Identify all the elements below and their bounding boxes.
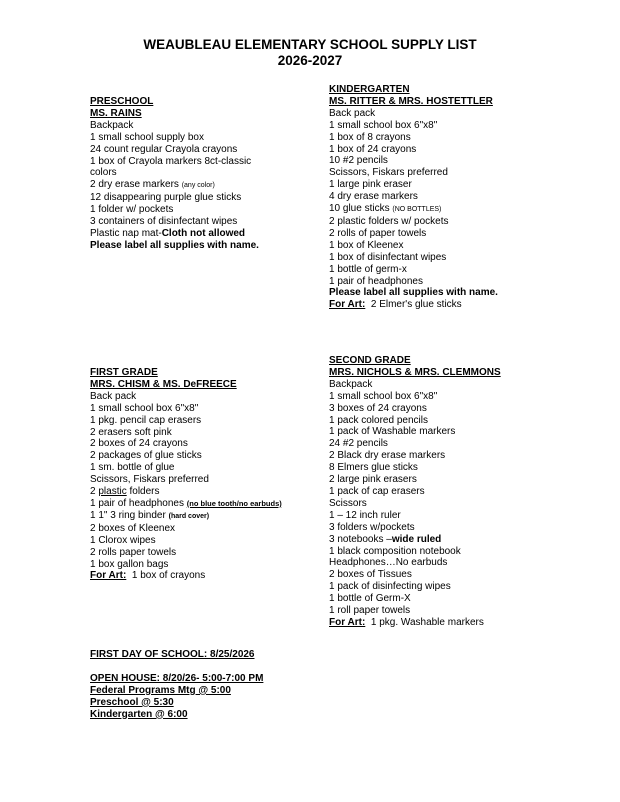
dry-erase-text: 2 dry erase markers: [90, 179, 182, 191]
second-grade-heading: SECOND GRADE: [329, 355, 411, 366]
title-line-2: 2026-2027: [277, 53, 343, 68]
list-item: 24 #2 pencils: [329, 438, 388, 450]
list-item: 3 folders w/pockets: [329, 521, 415, 533]
art-line: [329, 299, 498, 311]
headphones-text: 1 pair of headphones: [90, 497, 187, 509]
list-item: colors: [90, 167, 117, 179]
notebooks-text: 3 notebooks –: [329, 533, 392, 545]
list-item: 1 black composition notebook: [329, 545, 461, 557]
list-item: [90, 228, 259, 240]
list-item: [90, 510, 282, 523]
label-note: Please label all supplies with name.: [90, 239, 259, 251]
list-item: 1 sm. bottle of glue: [90, 462, 175, 474]
preschool-section: [90, 96, 259, 252]
dry-erase-note: (any color): [181, 182, 215, 190]
list-item: 1 pack of disinfecting wipes: [329, 581, 451, 593]
list-item: 1 pack colored pencils: [329, 414, 428, 426]
list-item: 1 box of 8 crayons: [329, 131, 411, 143]
glue-note: (NO BOTTLES): [392, 206, 442, 214]
list-item: 3 boxes of 24 crayons: [329, 402, 427, 414]
art-value: 2 Elmer's glue sticks: [365, 299, 462, 311]
list-item: 1 bottle of Germ-X: [329, 593, 411, 605]
list-item: 1 box of 24 crayons: [329, 143, 417, 155]
list-item: Backpack: [90, 119, 134, 131]
list-item: 1 box of disinfectant wipes: [329, 251, 447, 263]
list-item: 2 boxes of 24 crayons: [90, 438, 188, 450]
art-label: For Art:: [329, 299, 366, 311]
list-item: 2 boxes of Tissues: [329, 569, 412, 581]
folders-pre: 2: [90, 486, 99, 498]
list-item: 4 dry erase markers: [329, 191, 418, 203]
art-line: [90, 570, 282, 582]
kindergarten-heading: KINDERGARTEN: [329, 84, 410, 95]
kindergarten-teacher: MS. RITTER & MRS. HOSTETTLER: [329, 95, 493, 107]
preschool-heading: PRESCHOOL: [90, 96, 154, 107]
list-item: 24 count regular Crayola crayons: [90, 143, 238, 155]
list-item: Scissors, Fiskars preferred: [329, 167, 448, 179]
art-label: For Art:: [329, 616, 366, 628]
list-item: 1 small school box 6"x8": [329, 390, 438, 402]
list-item: [90, 179, 259, 192]
second-grade-section: [329, 355, 501, 629]
first-grade-heading: FIRST GRADE: [90, 367, 158, 378]
headphones-note: (no blue tooth/no earbuds): [186, 498, 282, 508]
kindergarten-time: Kindergarten @ 6:00: [90, 708, 188, 720]
list-item: 1 small school box 6"x8": [329, 119, 438, 131]
first-grade-section: [90, 367, 282, 582]
list-item: 2 plastic folders w/ pockets: [329, 215, 449, 227]
list-item: 1 small school supply box: [90, 131, 204, 143]
list-item: Back pack: [329, 107, 376, 119]
list-item: 1 box of Kleenex: [329, 239, 404, 251]
list-item: 2 rolls of paper towels: [329, 227, 427, 239]
preschool-teacher: MS. RAINS: [90, 107, 142, 119]
list-item: 10 #2 pencils: [329, 155, 388, 167]
list-item: 2 erasers soft pink: [90, 426, 172, 438]
second-grade-teacher: MRS. NICHOLS & MRS. CLEMMONS: [329, 366, 501, 378]
list-item: 1 pair of headphones: [329, 275, 423, 287]
label-note: Please label all supplies with name.: [329, 287, 498, 299]
list-item: 2 boxes of Kleenex: [90, 522, 176, 534]
document-title: [0, 37, 620, 69]
list-item: 2 rolls paper towels: [90, 546, 177, 558]
list-item: Back pack: [90, 390, 137, 402]
federal-programs-meeting: Federal Programs Mtg @ 5:00: [90, 684, 231, 696]
list-item: 1 – 12 inch ruler: [329, 509, 401, 521]
art-label: For Art:: [90, 570, 127, 582]
art-value: 1 pkg. Washable markers: [365, 616, 484, 628]
list-item: [329, 203, 498, 216]
list-item: [329, 534, 501, 546]
folders-post: folders: [126, 486, 160, 498]
first-day-of-school: FIRST DAY OF SCHOOL: 8/25/2026: [90, 649, 255, 660]
art-line: [329, 617, 501, 629]
list-item: 2 Black dry erase markers: [329, 450, 446, 462]
notebooks-note: wide ruled: [391, 533, 442, 545]
dates-section: [90, 649, 263, 720]
list-item: 1 folder w/ pockets: [90, 204, 174, 216]
list-item: [90, 498, 282, 510]
list-item: 12 disappearing purple glue sticks: [90, 192, 242, 204]
kindergarten-section: [329, 84, 498, 311]
binder-text: 1 1" 3 ring binder: [90, 509, 169, 521]
list-item: 2 large pink erasers: [329, 474, 417, 486]
list-item: 8 Elmers glue sticks: [329, 462, 418, 474]
preschool-time: Preschool @ 5:30: [90, 696, 174, 708]
glue-text: 10 glue sticks: [329, 203, 393, 215]
list-item: [90, 486, 282, 498]
list-item: 1 large pink eraser: [329, 179, 412, 191]
list-item: 1 pkg. pencil cap erasers: [90, 414, 202, 426]
list-item: 1 roll paper towels: [329, 605, 411, 617]
list-item: 2 packages of glue sticks: [90, 450, 202, 462]
list-item: 1 Clorox wipes: [90, 534, 156, 546]
art-value: 1 box of crayons: [126, 570, 206, 582]
list-item: 1 pack of cap erasers: [329, 485, 425, 497]
list-item: 1 pack of Washable markers: [329, 426, 456, 438]
list-item: 3 containers of disinfectant wipes: [90, 216, 238, 228]
nap-mat-note: Cloth not allowed: [161, 227, 246, 239]
list-item: Headphones…No earbuds: [329, 557, 448, 569]
folders-underlined: plastic: [98, 486, 127, 498]
list-item: 1 bottle of germ-x: [329, 263, 407, 275]
open-house: OPEN HOUSE: 8/20/26- 5:00-7:00 PM: [90, 672, 264, 684]
nap-mat-text: Plastic nap mat-: [90, 227, 162, 239]
title-line-1: WEAUBLEAU ELEMENTARY SCHOOL SUPPLY LIST: [143, 37, 477, 52]
list-item: Backpack: [329, 378, 373, 390]
list-item: 1 box gallon bags: [90, 558, 169, 570]
list-item: Scissors, Fiskars preferred: [90, 474, 209, 486]
list-item: 1 box of Crayola markers 8ct-classic: [90, 155, 252, 167]
list-item: 1 small school box 6"x8": [90, 402, 199, 414]
list-item: Scissors: [329, 497, 367, 509]
binder-note: (hard cover): [168, 512, 210, 520]
first-grade-teacher: MRS. CHISM & MS. DeFREECE: [90, 378, 237, 390]
